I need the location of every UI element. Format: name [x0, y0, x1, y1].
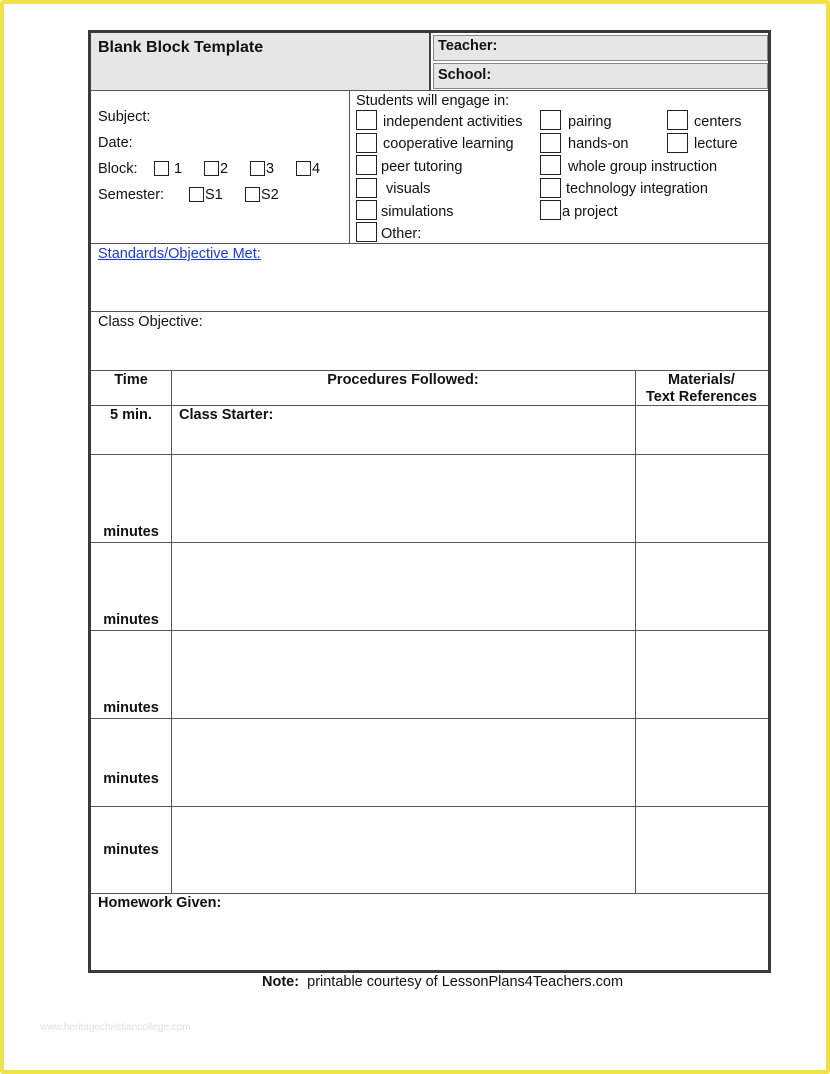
other-label: Other: [381, 226, 422, 242]
block-3-checkbox[interactable] [250, 161, 265, 176]
hands-on-label: hands-on [568, 136, 629, 152]
lesson-plan-form [88, 30, 771, 973]
centers-label: centers [694, 114, 742, 130]
row-4-time-label: minutes [103, 771, 159, 787]
standards-objective-link[interactable]: Standards/Objective Met: [98, 246, 261, 262]
lecture-checkbox[interactable] [667, 133, 688, 153]
row-2-time-label: minutes [103, 612, 159, 628]
block-4-label: 4 [312, 161, 321, 177]
semester-label: Semester: [98, 187, 165, 203]
pairing-label: pairing [568, 114, 612, 130]
class-objective-label: Class Objective: [98, 314, 203, 330]
engage-heading: Students will engage in: [356, 93, 510, 109]
semester-s2-checkbox[interactable] [245, 187, 260, 202]
simulations-checkbox[interactable] [356, 200, 377, 220]
school-label: School: [438, 67, 492, 83]
form-title: Blank Block Template [98, 39, 264, 56]
semester-s1-checkbox[interactable] [189, 187, 204, 202]
materials-column-header-line1: Materials/ [668, 372, 735, 388]
block-1-checkbox[interactable] [154, 161, 169, 176]
note-text: printable courtesy of LessonPlans4Teachers.com [307, 974, 624, 990]
subject-label: Subject: [98, 109, 151, 125]
peer-tutoring-checkbox[interactable] [356, 155, 377, 175]
cooperative-learning-label: cooperative learning [383, 136, 514, 152]
teacher-label: Teacher: [438, 38, 498, 54]
independent-activities-label: independent activities [383, 114, 523, 130]
row-3-time-label: minutes [103, 700, 159, 716]
pairing-checkbox[interactable] [540, 110, 561, 130]
block-2-label: 2 [220, 161, 229, 177]
homework-label: Homework Given: [98, 895, 222, 911]
technology-integration-label: technology integration [566, 181, 708, 197]
block-2-checkbox[interactable] [204, 161, 219, 176]
simulations-label: simulations [381, 204, 454, 220]
block-label: Block: [98, 161, 138, 177]
procedures-column-header: Procedures Followed: [327, 372, 479, 388]
date-label: Date: [98, 135, 133, 151]
whole-group-instruction-checkbox[interactable] [540, 155, 561, 175]
footer-note [262, 974, 623, 990]
row-1-time-label: minutes [103, 524, 159, 540]
visuals-label: visuals [386, 181, 431, 197]
independent-activities-checkbox[interactable] [356, 110, 377, 130]
row-5-time-label: minutes [103, 842, 159, 858]
a-project-checkbox[interactable] [540, 200, 561, 220]
time-column-header: Time [114, 372, 148, 388]
whole-group-instruction-label: whole group instruction [568, 159, 718, 175]
technology-integration-checkbox[interactable] [540, 178, 561, 198]
block-3-label: 3 [266, 161, 275, 177]
other-checkbox[interactable] [356, 222, 377, 242]
materials-column-header-line2: Text References [646, 389, 757, 405]
watermark-text: www.heritagechristiancollege.com [40, 1022, 191, 1033]
cooperative-learning-checkbox[interactable] [356, 133, 377, 153]
lecture-label: lecture [694, 136, 738, 152]
class-starter-label: Class Starter: [179, 407, 274, 423]
hands-on-checkbox[interactable] [540, 133, 561, 153]
visuals-checkbox[interactable] [356, 178, 377, 198]
a-project-label: a project [562, 204, 618, 220]
starter-time: 5 min. [110, 407, 152, 423]
peer-tutoring-label: peer tutoring [381, 159, 463, 175]
centers-checkbox[interactable] [667, 110, 688, 130]
block-1-label: 1 [174, 161, 183, 177]
semester-s1-label: S1 [205, 187, 223, 203]
note-label: Note: [262, 974, 300, 990]
semester-s2-label: S2 [261, 187, 279, 203]
block-4-checkbox[interactable] [296, 161, 311, 176]
